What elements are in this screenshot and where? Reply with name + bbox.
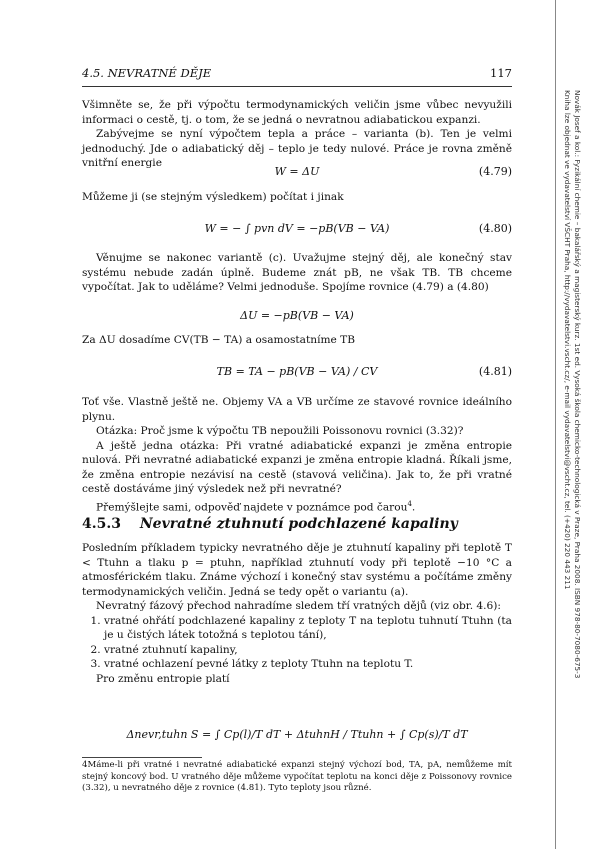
section-heading <box>82 516 512 532</box>
equation-number: (4.81) <box>478 365 512 378</box>
header-rule <box>82 86 512 87</box>
paragraph: Za ΔU dosadíme CV(TB − TA) a osamostatníme TB <box>82 334 355 346</box>
paragraph: Pro změnu entropie platí <box>96 672 230 685</box>
list-item: 2. vratné ztuhnutí kapaliny, <box>104 643 512 658</box>
running-header <box>82 66 512 80</box>
paragraph: Všimněte se, že při výpočtu termodynamických veličin jsme vůbec nevyužili informaci o cestě, tj. o tom, že se jedná o nevratnou adiabatickou expanzi. <box>82 99 512 126</box>
page-number: 117 <box>490 66 512 80</box>
paragraph-end: . <box>411 501 416 514</box>
equation-entropy <box>82 728 512 748</box>
steps-list <box>82 614 512 672</box>
paragraph <box>82 497 512 515</box>
sidebar-line-2: Kniha lze objednat ve vydavatelství VŠCHT Praha, http://vydavatelstvi.vscht.cz/, e-mail vydavatelstvi@vscht.cz, tel. (+420) 220 443 211 <box>563 90 572 590</box>
paragraph: Zabývejme se nyní výpočtem tepla a práce – varianta (b). Ten je velmi jednoduchý. Jde o adiabatický děj – teplo je tedy nulové. Práce je rovna změně vnitřní energie <box>82 128 512 169</box>
paragraph-block-5 <box>82 395 512 515</box>
section-title: Nevratné ztuhnutí podchlazené kapaliny <box>139 516 458 532</box>
paragraph: Toť vše. Vlastně ještě ne. Objemy VA a VB určíme ze stavové rovnice ideálního plynu. <box>82 396 512 423</box>
sidebar-line-1: Novák Josef a kol.: Fyzikální chemie – bakalářský a magisterský kurz. 1st ed. Vysoká škola chemicko-technologická v Praze, Praha 2008. ISBN 978-80-7080-675-3 <box>573 90 582 679</box>
paragraph: Otázka: Proč jsme k výpočtu TB nepoužili Poissonovu rovnici (3.32)? <box>96 425 464 437</box>
paragraph: Můžeme ji (se stejným výsledkem) počítat i jinak <box>82 191 344 203</box>
section-number: 4.5.3 <box>82 516 121 532</box>
equation-expression: Δnevr,tuhn S = ∫ Cp(l)/T dT + ΔtuhnH / Ttuhn + ∫ Cp(s)/T dT <box>126 728 468 741</box>
equation-expression: W = ΔU <box>274 165 320 178</box>
equation-delta-u <box>82 309 512 329</box>
paragraph: Posledním příkladem typicky nevratného děje je ztuhnutí kapaliny při teplotě T < Ttuhn a tlaku p = ptuhn, například ztuhnutí vody při teplotě −10 °C a atmosférickém tlaku. Známe výchozí i konečný stav systému a počítáme změny termodynamických veličin. Jedná se tedy opět o variantu (a). <box>82 542 512 598</box>
footnote-marker: 4 <box>407 499 412 508</box>
footnote: 4Máme-li při vratné i nevratné adiabatické expanzi stejný výchozí bod, TA, pA, nemůžeme mít stejný koncový bod. U vratného děje můžeme vypočítat teplotu na konci děje z Poissonovy rovnice (3.32), u nevratného děje z rovnice (4.81). Tyto teploty jsou různé. <box>82 760 512 793</box>
paragraph-block-4 <box>82 333 512 348</box>
paragraph-block-1 <box>82 98 512 171</box>
paragraph-block-3 <box>82 251 512 295</box>
section-body <box>82 541 512 686</box>
sidebar-text <box>562 90 582 679</box>
header-section: 4.5. NEVRATNÉ DĚJE <box>82 66 212 80</box>
list-item: 3. vratné ochlazení pevné látky z teploty Ttuhn na teplotu T. <box>104 657 512 672</box>
paragraph-block-2 <box>82 190 512 205</box>
equation-number: (4.80) <box>478 222 512 235</box>
equation-number: (4.79) <box>478 165 512 178</box>
paragraph-text: Přemýšlejte sami, odpověď najdete v poznámce pod čarou <box>96 501 408 514</box>
sidebar-citation <box>560 90 584 679</box>
footnote-rule <box>82 757 202 758</box>
equation-4-81 <box>82 365 512 385</box>
equation-expression: TB = TA − pB(VB − VA) / CV <box>216 365 378 378</box>
equation-expression: ΔU = −pB(VB − VA) <box>240 309 354 322</box>
equation-expression: W = − ∫ pvn dV = −pB(VB − VA) <box>204 222 390 235</box>
paragraph: Nevratný fázový přechod nahradíme sledem tří vratných dějů (viz obr. 4.6): <box>96 600 501 612</box>
paragraph: A ještě jedna otázka: Při vratné adiabatické expanzi je změna entropie nulová. Při nevratné adiabatické expanzi je změna entropie kladná. Říkali jsme, že změna entropie nezávisí na cestě (stavová veličina). Jak to, že při vratné cestě dostáváme jiný výsledek než při nevratné? <box>82 439 512 495</box>
equation-4-80 <box>82 222 512 242</box>
paragraph: Věnujme se nakonec variantě (c). Uvažujme stejný děj, ale konečný stav systému nebude zadán úplně. Budeme znát pB, ne však TB. TB chceme vypočítat. Jak to uděláme? Velmi jednoduše. Spojíme rovnice (4.79) a (4.80) <box>82 252 512 293</box>
list-item: 1. vratné ohřátí podchlazené kapaliny z teploty T na teplotu tuhnutí Ttuhn (ta je u čistých látek totožná s teplotou tání), <box>104 614 512 643</box>
equation-4-79 <box>82 165 512 185</box>
margin-rule <box>555 0 556 849</box>
